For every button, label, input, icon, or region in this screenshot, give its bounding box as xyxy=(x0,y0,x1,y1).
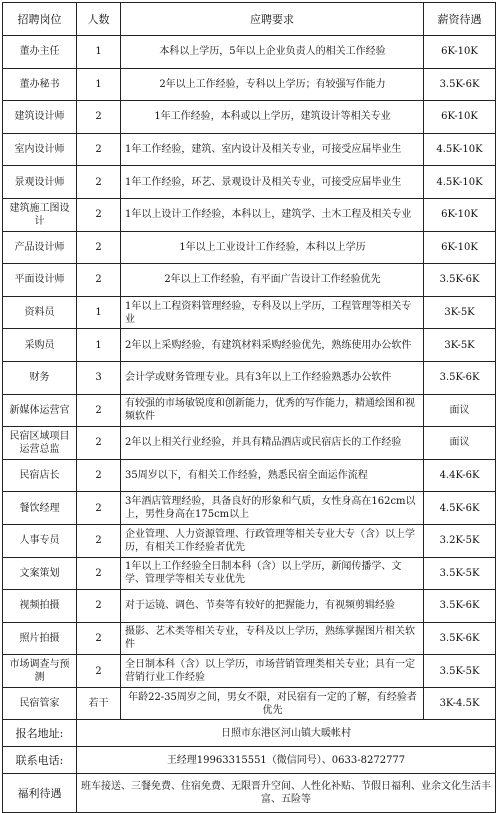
position-cell: 餐饮经理 xyxy=(3,492,77,525)
benefits-label: 福利待遇 xyxy=(3,774,77,813)
salary-cell: 3.2K-5K xyxy=(424,524,496,557)
salary-cell: 6K-10K xyxy=(424,198,496,231)
position-cell: 民宿区域项目运营总监 xyxy=(3,427,77,460)
position-cell: 视频拍摄 xyxy=(3,590,77,623)
table-row xyxy=(3,133,496,166)
position-cell: 资料员 xyxy=(3,296,77,329)
requirements-cell: 2年以上采购经验，有建筑材料采购经验优先，熟练使用办公软件 xyxy=(121,329,424,362)
count-cell: 2 xyxy=(77,231,121,264)
count-cell: 1 xyxy=(77,36,121,69)
table-row xyxy=(3,687,496,720)
table-row xyxy=(3,231,496,264)
benefits-row xyxy=(3,774,496,813)
table-row xyxy=(3,590,496,623)
count-cell: 1 xyxy=(77,329,121,362)
table-row xyxy=(3,557,496,590)
benefits-value: 班车接送、三餐免费、住宿免费、无限晋升空间、人性化补贴、节假日福利、业余文化生活丰富、五险等 xyxy=(77,774,496,813)
requirements-cell: 对于运镜、调色、节奏等有较好的把握能力，有视频剪辑经验 xyxy=(121,590,424,623)
position-cell: 民宿管家 xyxy=(3,687,77,720)
count-cell: 2 xyxy=(77,427,121,460)
table-row xyxy=(3,524,496,557)
salary-cell: 6K-10K xyxy=(424,231,496,264)
table-row xyxy=(3,394,496,427)
salary-cell: 3K-5K xyxy=(424,296,496,329)
requirements-cell: 1年工作经验，建筑、室内设计及相关专业，可接受应届毕业生 xyxy=(121,133,424,166)
position-cell: 景观设计师 xyxy=(3,166,77,199)
phone-label: 联系电话: xyxy=(3,747,77,774)
requirements-cell: 1年以上工程资料管理经验，专科及以上学历，工程管理等相关专业 xyxy=(121,296,424,329)
count-cell: 2 xyxy=(77,264,121,297)
salary-cell: 3.5K-6K xyxy=(424,68,496,101)
count-cell: 3 xyxy=(77,361,121,394)
position-cell: 照片拍摄 xyxy=(3,622,77,655)
header-position: 招聘岗位 xyxy=(3,3,77,36)
count-cell: 1 xyxy=(77,68,121,101)
count-cell: 2 xyxy=(77,459,121,492)
salary-cell: 面议 xyxy=(424,394,496,427)
position-cell: 建筑设计师 xyxy=(3,101,77,134)
header-count: 人数 xyxy=(77,3,121,36)
position-cell: 产品设计师 xyxy=(3,231,77,264)
requirements-cell: 2年以上工作经验，有平面广告设计工作经验优先 xyxy=(121,264,424,297)
requirements-cell: 35周岁以下，有相关工作经验，熟悉民宿全面运作流程 xyxy=(121,459,424,492)
address-label: 报名地址: xyxy=(3,720,77,747)
table-row xyxy=(3,101,496,134)
salary-cell: 3.5K-6K xyxy=(424,264,496,297)
count-cell: 若干 xyxy=(77,687,121,720)
requirements-cell: 年龄22-35周岁之间，男女不限，对民宿有一定的了解，有经验者优先 xyxy=(121,687,424,720)
requirements-cell: 摄影、艺术类等相关专业，专科及以上学历，熟练掌握图片相关软件 xyxy=(121,622,424,655)
job-rows xyxy=(3,36,496,813)
header-requirements: 应聘要求 xyxy=(121,3,424,36)
salary-cell: 3.5K-6K xyxy=(424,361,496,394)
count-cell: 2 xyxy=(77,166,121,199)
table-row xyxy=(3,655,496,688)
salary-cell: 6K-10K xyxy=(424,36,496,69)
count-cell: 2 xyxy=(77,101,121,134)
table-row xyxy=(3,622,496,655)
phone-row xyxy=(3,747,496,774)
salary-cell: 面议 xyxy=(424,427,496,460)
salary-cell: 3.5K-6K xyxy=(424,622,496,655)
position-cell: 民宿店长 xyxy=(3,459,77,492)
salary-cell: 3.5K-5K xyxy=(424,655,496,688)
position-cell: 董办主任 xyxy=(3,36,77,69)
requirements-cell: 有较强的市场敏锐度和创新能力，优秀的写作能力，精通绘图和视频软件 xyxy=(121,394,424,427)
requirements-cell: 2年以上工作经验，专科以上学历；有较强写作能力 xyxy=(121,68,424,101)
phone-value: 王经理19963315551（微信同号）、0633-8272777 xyxy=(77,747,496,774)
position-cell: 采购员 xyxy=(3,329,77,362)
header-row xyxy=(3,3,496,36)
requirements-cell: 企业管理、人力资源管理、行政管理等相关专业大专（含）以上学历，有相关工作经验者优先 xyxy=(121,524,424,557)
count-cell: 2 xyxy=(77,622,121,655)
requirements-cell: 本科以上学历，5年以上企业负责人的相关工作经验 xyxy=(121,36,424,69)
requirements-cell: 2年以上相关行业经验，并具有精品酒店或民宿店长的工作经验 xyxy=(121,427,424,460)
salary-cell: 3.5K-5K xyxy=(424,557,496,590)
position-cell: 财务 xyxy=(3,361,77,394)
position-cell: 平面设计师 xyxy=(3,264,77,297)
table-row xyxy=(3,329,496,362)
requirements-cell: 1年以上工业设计工作经验，本科以上学历 xyxy=(121,231,424,264)
count-cell: 2 xyxy=(77,524,121,557)
position-cell: 室内设计师 xyxy=(3,133,77,166)
count-cell: 2 xyxy=(77,492,121,525)
position-cell: 董办秘书 xyxy=(3,68,77,101)
position-cell: 新媒体运营官 xyxy=(3,394,77,427)
requirements-cell: 1年工作经验，环艺、景观设计及相关专业，可接受应届毕业生 xyxy=(121,166,424,199)
salary-cell: 4.5K-10K xyxy=(424,133,496,166)
table-row xyxy=(3,492,496,525)
position-cell: 人事专员 xyxy=(3,524,77,557)
count-cell: 2 xyxy=(77,198,121,231)
requirements-cell: 全日制本科（含）以上学历，市场营销管理类相关专业；具有一定营销行业工作经验 xyxy=(121,655,424,688)
position-cell: 市场调查与预测 xyxy=(3,655,77,688)
count-cell: 1 xyxy=(77,296,121,329)
table-row xyxy=(3,68,496,101)
salary-cell: 3.5K-6K xyxy=(424,590,496,623)
table-row xyxy=(3,361,496,394)
count-cell: 2 xyxy=(77,655,121,688)
header-salary: 薪资待遇 xyxy=(424,3,496,36)
table-row xyxy=(3,427,496,460)
table-row xyxy=(3,198,496,231)
requirements-cell: 1年以上工作经验全日制本科（含）以上学历，新闻传播学、文学、管理学等相关专业优先 xyxy=(121,557,424,590)
recruitment-table xyxy=(2,2,496,813)
requirements-cell: 3年酒店管理经验，具备良好的形象和气质，女性身高在162cm以上，男性身高在175cm以上 xyxy=(121,492,424,525)
count-cell: 2 xyxy=(77,133,121,166)
position-cell: 文案策划 xyxy=(3,557,77,590)
salary-cell: 3K-4.5K xyxy=(424,687,496,720)
table-row xyxy=(3,264,496,297)
salary-cell: 4.5K-10K xyxy=(424,166,496,199)
requirements-cell: 1年以上设计工作经验，本科以上，建筑学、土木工程及相关专业 xyxy=(121,198,424,231)
table-row xyxy=(3,36,496,69)
count-cell: 2 xyxy=(77,590,121,623)
position-cell: 建筑施工图设计 xyxy=(3,198,77,231)
table-row xyxy=(3,296,496,329)
address-row xyxy=(3,720,496,747)
salary-cell: 3K-5K xyxy=(424,329,496,362)
table-row xyxy=(3,166,496,199)
count-cell: 2 xyxy=(77,557,121,590)
count-cell: 2 xyxy=(77,394,121,427)
table-row xyxy=(3,459,496,492)
salary-cell: 4.5K-6K xyxy=(424,492,496,525)
salary-cell: 4.4K-6K xyxy=(424,459,496,492)
requirements-cell: 会计学或财务管理专业。具有3年以上工作经验熟悉办公软件 xyxy=(121,361,424,394)
address-value: 日照市东港区河山镇大暖帐村 xyxy=(77,720,496,747)
requirements-cell: 1年工作经验，本科或以上学历，建筑设计等相关专业 xyxy=(121,101,424,134)
salary-cell: 6K-10K xyxy=(424,101,496,134)
